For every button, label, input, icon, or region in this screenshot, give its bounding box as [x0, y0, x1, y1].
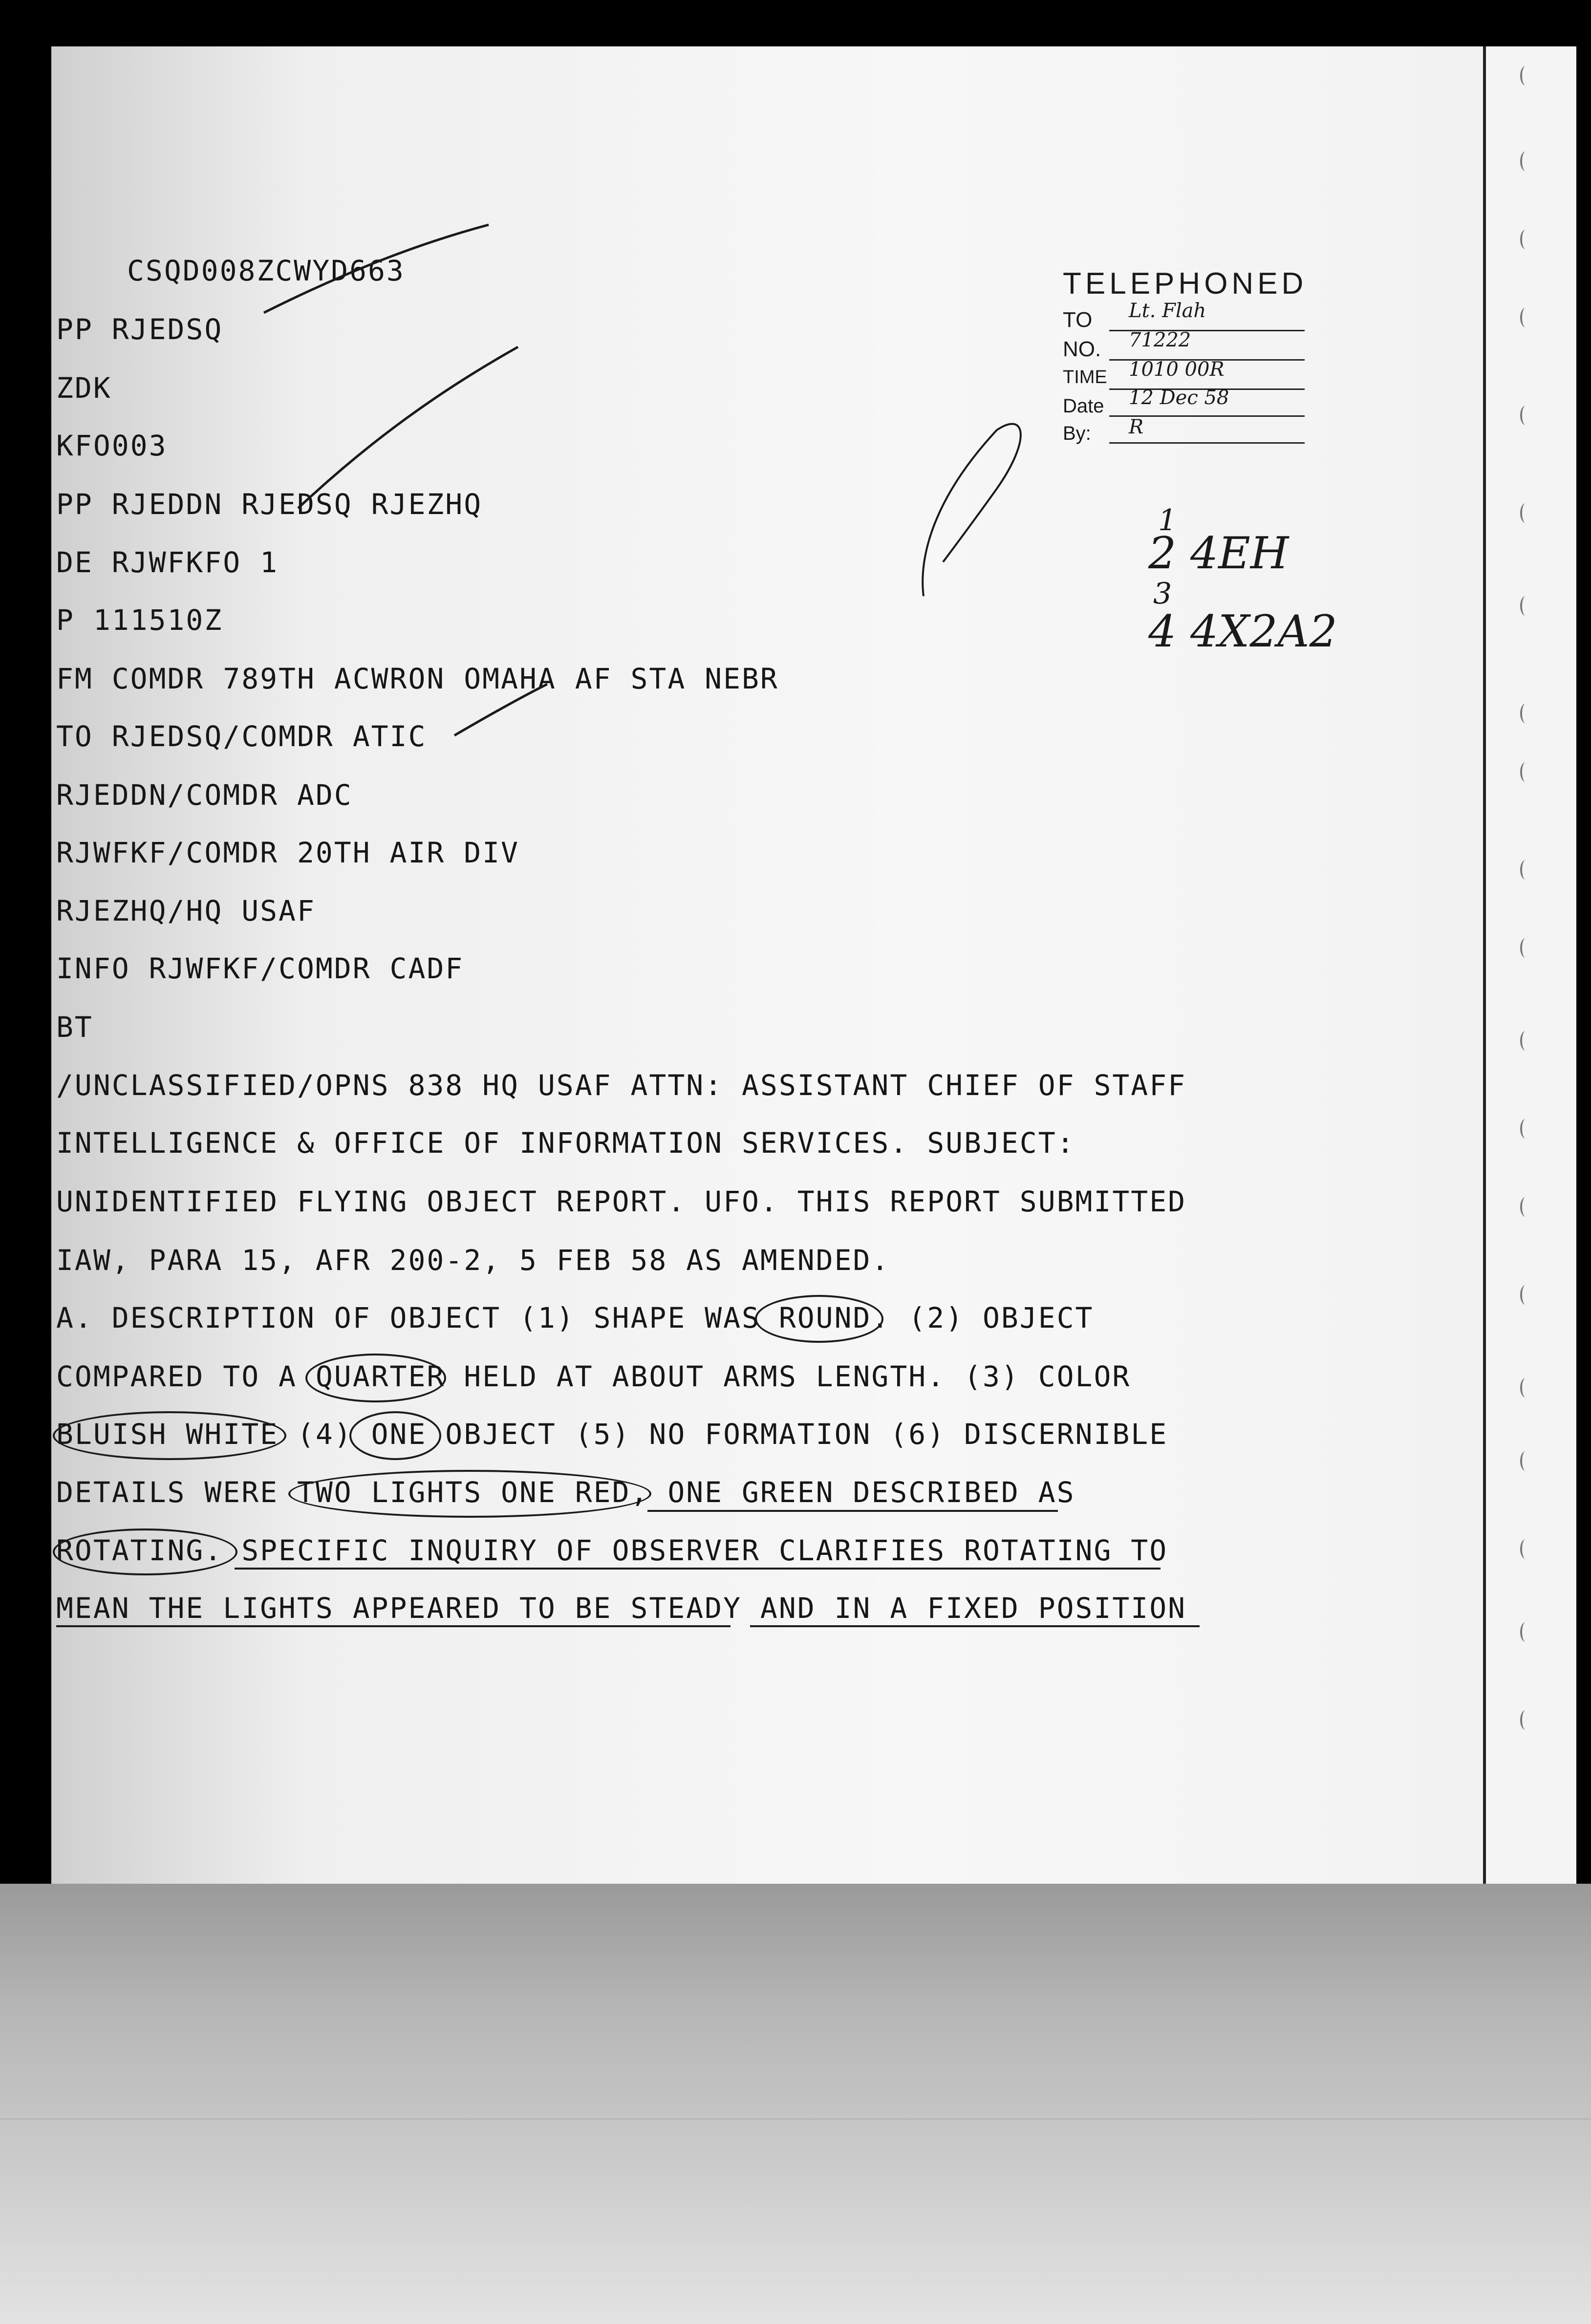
message-body-line: MEAN THE LIGHTS APPEARED TO BE STEADY AND IN A FIXED POSITION: [56, 1592, 1187, 1625]
stamp-to-label: TO: [1063, 308, 1093, 332]
stamp-rule: [1109, 442, 1305, 444]
message-header-line: P 111510Z: [56, 603, 223, 637]
message-header-line: RJWFKF/COMDR 20TH AIR DIV: [56, 836, 519, 869]
message-header-line: DE RJWFKFO 1: [56, 546, 279, 579]
stamp-title: TELEPHONED: [1063, 267, 1308, 301]
message-header-line: FM COMDR 789TH ACWRON OMAHA AF STA NEBR: [56, 662, 779, 695]
message-header-line: CSQD008ZCWYD663: [127, 254, 405, 287]
stamp-no-value: 71222: [1129, 329, 1191, 351]
message-header-line: TO RJEDSQ/COMDR ATIC: [56, 720, 427, 753]
handwritten-routing-4: 4 4X2A2: [1148, 606, 1337, 657]
message-header-line: RJEZHQ/HQ USAF: [56, 894, 316, 927]
message-header-line: KFO003: [56, 429, 168, 462]
stamp-by-label: By:: [1063, 423, 1091, 444]
telephoned-stamp: [1063, 266, 1317, 462]
stamp-time-label: TIME: [1063, 367, 1107, 387]
stamp-to-value: Lt. Flah: [1129, 300, 1206, 322]
message-header-line: ZDK: [56, 371, 112, 405]
message-body-line: UNIDENTIFIED FLYING OBJECT REPORT. UFO. THIS REPORT SUBMITTED: [56, 1185, 1187, 1218]
handwritten-routing-2: 2 4EH: [1148, 528, 1289, 579]
message-body-line: A. DESCRIPTION OF OBJECT (1) SHAPE WAS ROUND. (2) OBJECT: [56, 1301, 1094, 1334]
stamp-time-value: 1010 00R: [1129, 358, 1225, 381]
message-header-line: PP RJEDDN RJEDSQ RJEZHQ: [56, 488, 483, 521]
message-header-line: INFO RJWFKF/COMDR CADF: [56, 952, 464, 985]
message-body-line: /UNCLASSIFIED/OPNS 838 HQ USAF ATTN: ASSISTANT CHIEF OF STAFF: [56, 1069, 1187, 1102]
stamp-by-value: R: [1129, 416, 1144, 438]
stamp-no-label: NO.: [1063, 337, 1101, 361]
message-body-line: DETAILS WERE TWO LIGHTS ONE RED, ONE GREEN DESCRIBED AS: [56, 1476, 1075, 1509]
message-body-line: BLUISH WHITE (4) ONE OBJECT (5) NO FORMATION (6) DISCERNIBLE: [56, 1418, 1168, 1451]
message-body-line: INTELLIGENCE & OFFICE OF INFORMATION SERVICES. SUBJECT:: [56, 1126, 1075, 1160]
message-header-line: PP RJEDSQ: [56, 313, 223, 346]
handwritten-routing-1: 1: [1158, 503, 1177, 538]
message-body-line: COMPARED TO A QUARTER HELD AT ABOUT ARMS LENGTH. (3) COLOR: [56, 1360, 1131, 1393]
message-header-line: BT: [56, 1011, 93, 1044]
message-header-line: RJEDDN/COMDR ADC: [56, 778, 353, 812]
message-body-line: ROTATING. SPECIFIC INQUIRY OF OBSERVER CLARIFIES ROTATING TO: [56, 1534, 1168, 1567]
stamp-date-value: 12 Dec 58: [1129, 387, 1229, 409]
handwritten-routing-3: 3: [1153, 577, 1172, 611]
stamp-date-label: Date: [1063, 395, 1104, 417]
message-body-line: IAW, PARA 15, AFR 200-2, 5 FEB 58 AS AMENDED.: [56, 1244, 890, 1277]
